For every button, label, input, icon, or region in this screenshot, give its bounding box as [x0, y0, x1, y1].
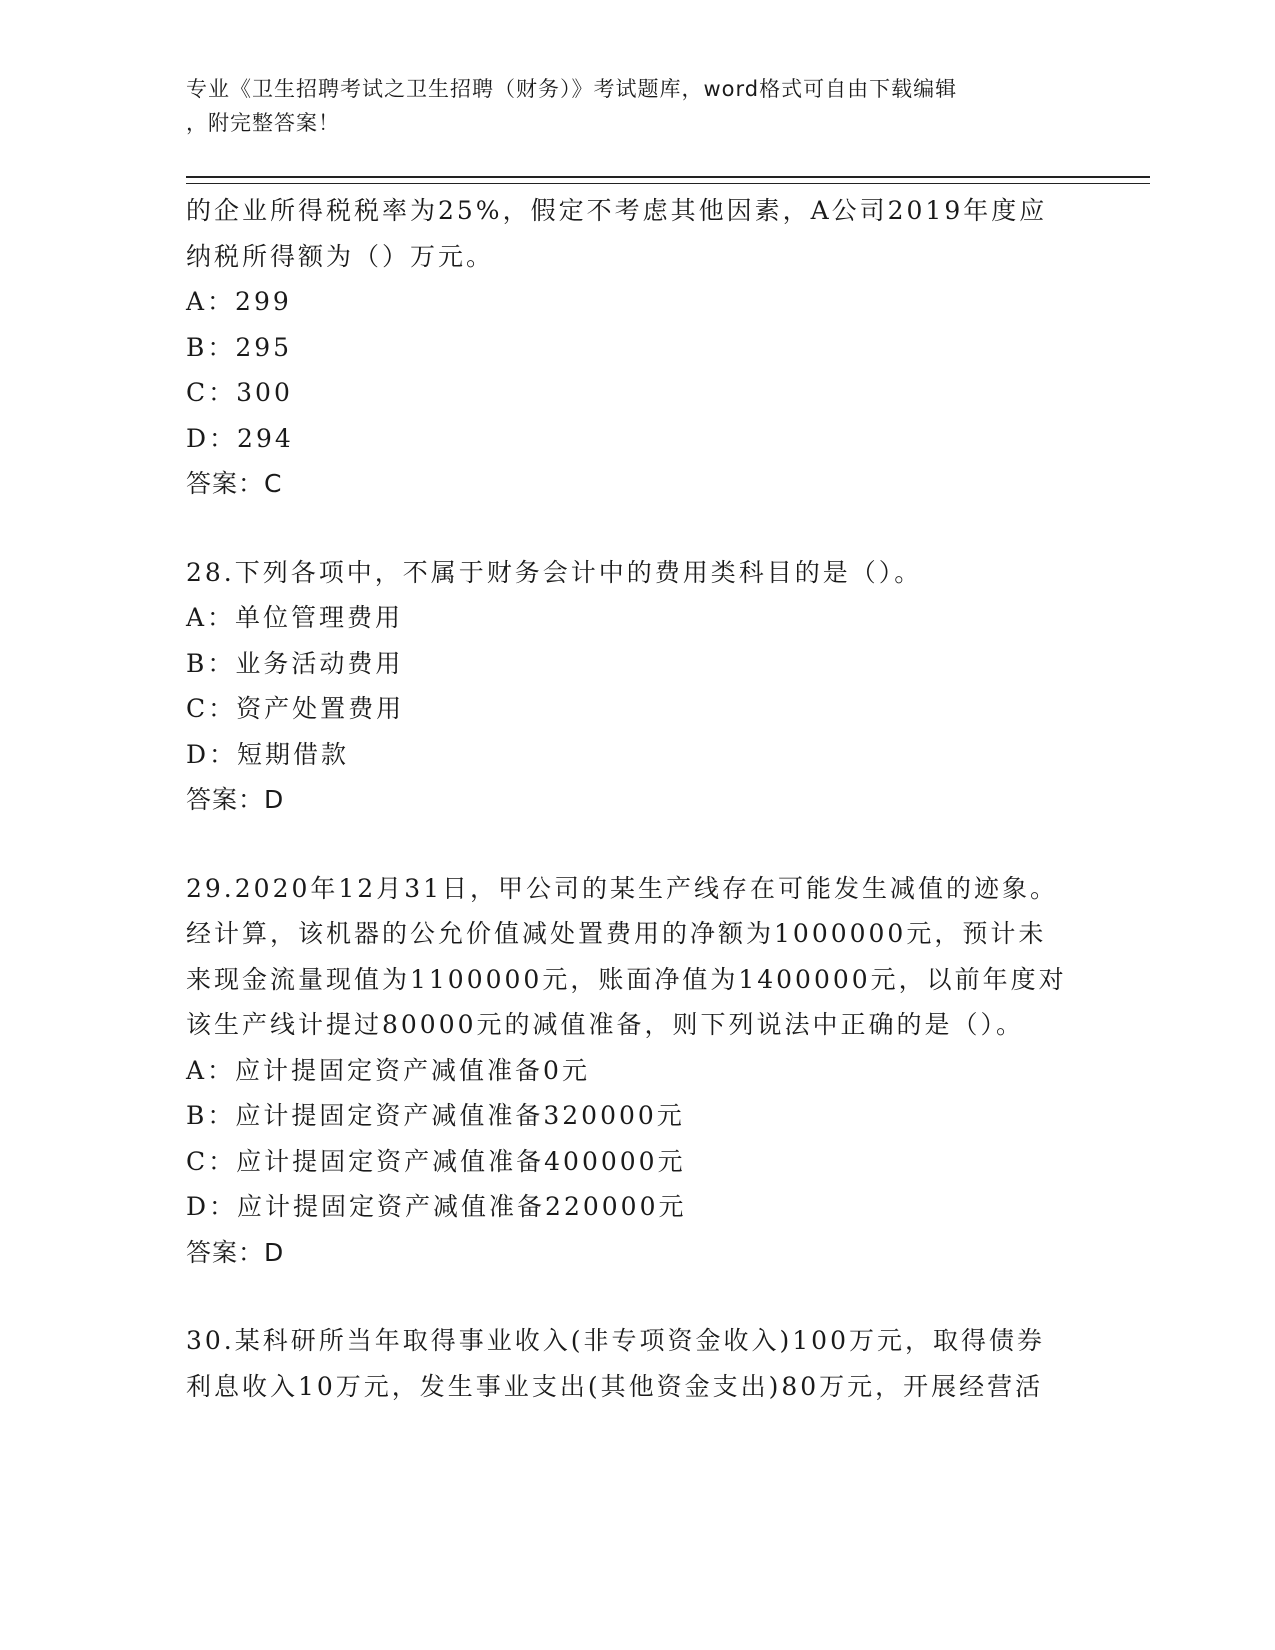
document-header — [186, 72, 1066, 140]
document-body — [186, 188, 1086, 1409]
header-line-2: ，附完整答案！ — [186, 111, 340, 135]
question-text-line: 28.下列各项中，不属于财务会计中的费用类科目的是（）。 — [186, 557, 923, 587]
question-text-line: 30.某科研所当年取得事业收入(非专项资金收入)100万元，取得债券 — [186, 1326, 1045, 1355]
question-text-line: 的企业所得税税率为25%，假定不考虑其他因素，A公司2019年度应 — [186, 196, 1048, 225]
question-text-line: 来现金流量现值为1100000元，账面净值为1400000元，以前年度对 — [186, 964, 1067, 994]
answer-label: 答案：D — [186, 785, 285, 814]
option-c: C：300 — [186, 378, 293, 407]
option-d: D：应计提固定资产减值准备220000元 — [186, 1192, 687, 1221]
option-c: C：应计提固定资产减值准备400000元 — [186, 1146, 686, 1176]
option-d: D：294 — [186, 423, 294, 453]
option-a: A：299 — [186, 287, 292, 316]
answer-label: 答案：D — [186, 1237, 285, 1267]
header-divider-thin — [186, 183, 1150, 184]
option-a: A：单位管理费用 — [186, 603, 404, 632]
option-a: A：应计提固定资产减值准备0元 — [186, 1055, 590, 1085]
answer-label: 答案：C — [186, 469, 283, 498]
option-b: B：业务活动费用 — [186, 648, 404, 678]
question-text-line: 29.2020年12月31日，甲公司的某生产线存在可能发生减值的迹象。 — [186, 873, 1059, 903]
question-text-line: 该生产线计提过80000元的减值准备，则下列说法中正确的是（）。 — [186, 1010, 1025, 1039]
question-28 — [186, 550, 1086, 823]
question-text-line: 纳税所得额为（）万元。 — [186, 241, 495, 271]
spacer — [186, 1275, 1086, 1318]
question-30 — [186, 1318, 1086, 1409]
spacer — [186, 507, 1086, 550]
question-text-line: 利息收入10万元，发生事业支出(其他资金支出)80万元，开展经营活 — [186, 1371, 1044, 1401]
option-b: B：295 — [186, 332, 293, 362]
question-27 — [186, 188, 1086, 507]
option-c: C：资产处置费用 — [186, 694, 405, 723]
question-text-line: 经计算，该机器的公允价值减处置费用的净额为1000000元，预计未 — [186, 919, 1047, 948]
question-29 — [186, 866, 1086, 1276]
header-divider-thick — [186, 176, 1150, 178]
option-d: D：短期借款 — [186, 739, 350, 769]
option-b: B：应计提固定资产减值准备320000元 — [186, 1101, 685, 1130]
spacer — [186, 823, 1086, 866]
header-line-1: 专业《卫生招聘考试之卫生招聘（财务）》考试题库，word格式可自由下载编辑 — [186, 77, 958, 101]
